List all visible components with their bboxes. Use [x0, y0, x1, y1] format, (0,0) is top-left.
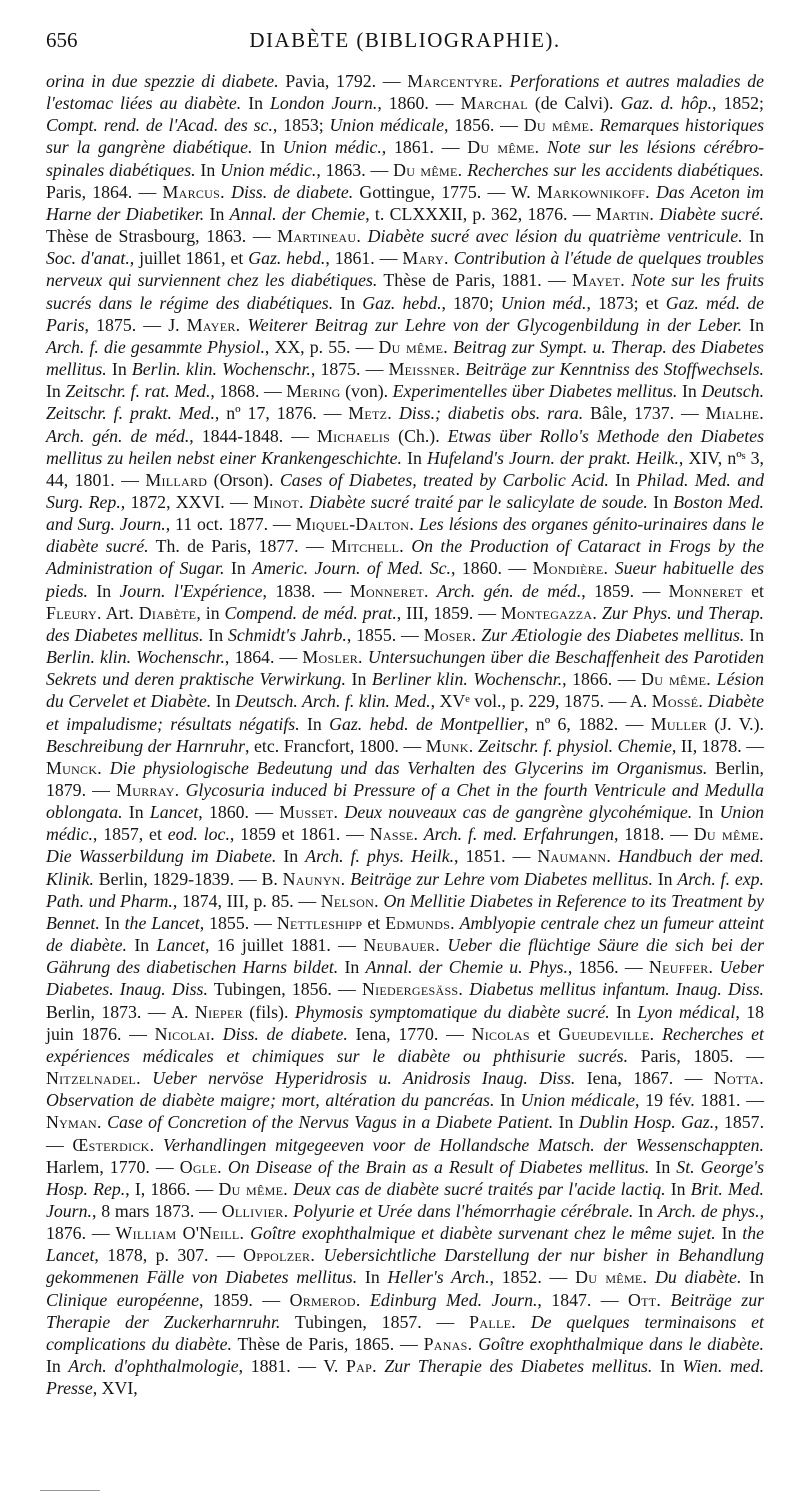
citation-text: In: [553, 1112, 579, 1133]
citation-text: , 1859 et 1861. —: [229, 824, 370, 845]
author-name: Ogle.: [179, 1156, 222, 1177]
citation-title: Deutsch. Arch. f. klin. Med.: [235, 691, 431, 712]
citation-title: Lyon médical: [637, 1001, 736, 1022]
author-name: Mialhe.: [705, 403, 764, 424]
citation-title: Das Aceton im Harne der Diabetiker.: [46, 181, 764, 224]
author-name: Montegazza.: [500, 602, 598, 623]
citation-title: Weiterer Beitrag zur Lehre von der Glycogenbildung in der Leber.: [240, 314, 743, 335]
author-name: Martineau.: [277, 226, 362, 247]
citation-text: , 1847. —: [537, 1289, 628, 1310]
author-name: Nyman.: [46, 1112, 102, 1133]
citation-text: (Ch.).: [390, 425, 448, 446]
citation-text: , 1875. — J.: [84, 314, 187, 335]
citation-text: In: [203, 624, 228, 645]
citation-text: (Orson).: [207, 469, 280, 490]
running-title: DIABÈTE (BIBLIOGRAPHIE).: [249, 28, 561, 52]
citation-title: Uebersichtliche Darstellung der nur bisher in Behandlung gekommenen Fälle von Diabetes mellitus.: [46, 1245, 764, 1288]
citation-text: , 1853;: [272, 115, 330, 136]
citation-title: Note sur les lésions cérébro-spinales diabétiques.: [46, 137, 764, 180]
citation-title: Les lésions des organes génito-urinaires dans le diabète sucré.: [46, 514, 764, 557]
citation-title: Diabète sucré avec lésion du quatrième ventricule.: [361, 226, 743, 247]
citation-text: , etc. Francfort, 1800. —: [245, 735, 426, 756]
citation-text: In: [204, 203, 230, 224]
author-name: Monneret.: [349, 580, 429, 601]
citation-title: Beiträge zur Kenntniss des Stoffwechsels.: [460, 359, 764, 380]
author-name: Oppolzer.: [243, 1245, 316, 1266]
author-name: Ollivier.: [221, 1200, 289, 1221]
citation-title: Wien. med. Presse: [46, 1356, 765, 1399]
citation-title: On the Production of Cataract in Frogs by the Administration of Sugar.: [46, 536, 764, 579]
citation-text: , 1860. —: [450, 558, 533, 579]
citation-text: In: [742, 226, 764, 247]
citation-title: Zeitschr. f. physiol. Chemie: [473, 735, 672, 756]
citation-text: In: [126, 935, 157, 956]
citation-title: Gaz. méd. de Paris: [46, 292, 764, 335]
citation-text: Th. de Paris, 1877. —: [148, 536, 332, 557]
citation-title: Union médic.: [46, 802, 765, 845]
citation-text: , 1838. —: [262, 580, 350, 601]
citation-title: Phymosis symptomatique du diabète sucré.: [294, 1001, 610, 1022]
author-name: Metz.: [348, 403, 393, 424]
author-name: Naumann.: [537, 846, 612, 867]
citation-text: , 1851. —: [454, 846, 538, 867]
citation-title: orina in due spezzie di diabete.: [46, 71, 279, 91]
citation-title: Note sur les fruits sucrés dans le régime des diabétiques.: [46, 270, 765, 313]
citation-title: Du diabète.: [647, 1267, 742, 1288]
citation-text: In: [401, 447, 427, 468]
citation-text: , 1860. —: [377, 93, 461, 114]
author-name: Nieper: [194, 1001, 243, 1022]
citation-text: In: [333, 292, 363, 313]
citation-text: , 1859. —: [198, 1289, 290, 1310]
author-name: Monneret: [668, 580, 743, 601]
author-name: Ormerod.: [289, 1289, 361, 1310]
citation-text: In: [122, 802, 150, 823]
citation-title: Hufeland's Journ. der prakt. Heilk.: [426, 447, 679, 468]
citation-text: Berlin, 1829-1839. — B.: [93, 868, 283, 889]
author-name: Mering: [286, 381, 341, 402]
citation-title: Lancet: [149, 802, 199, 823]
author-name: Œsterdick.: [72, 1134, 155, 1155]
author-name: Du même.: [378, 336, 448, 357]
author-name: Du même.: [641, 669, 711, 690]
bibliography-text: [46, 70, 764, 1399]
author-name: Naunyn.: [282, 868, 346, 889]
citation-text: In: [99, 912, 125, 933]
citation-title: Soc. d'anat.: [46, 248, 130, 269]
author-name: Martin.: [595, 203, 655, 224]
author-name: Mayet.: [572, 270, 626, 291]
citation-title: Recherches et expériences médicales et chimiques sur le diabète ou phthisurie sucrés.: [46, 1023, 764, 1066]
author-name: Marcentyre.: [407, 71, 503, 91]
citation-title: Philad. Med. and Surg. Rep.: [46, 469, 764, 512]
citation-text: In: [276, 846, 306, 867]
citation-title: Perforations et autres maladies de l'estomac liées au diabète.: [46, 71, 764, 114]
citation-title: Die physiologische Bedeutung und das Verhalten des Glycerins im Organismus.: [102, 757, 708, 778]
citation-text: , 1872, XXVI. —: [120, 491, 254, 512]
citation-text: Berlin, 1879. —: [46, 757, 764, 800]
citation-text: In: [241, 93, 271, 114]
citation-title: Ueber nervöse Hyperidrosis u. Anidrosis Inaug. Diss.: [140, 1068, 576, 1089]
author-name: Ott.: [628, 1289, 662, 1310]
citation-title: Zur Ætiologie des Diabetes mellitus.: [476, 624, 745, 645]
citation-title: Union médic.: [282, 137, 382, 158]
citation-text: , 1855. —: [199, 912, 277, 933]
citation-title: Observation de diabète maigre; mort, altération du pancréas.: [46, 1090, 495, 1111]
citation-text: In: [652, 868, 678, 889]
author-name: Edmunds.: [385, 912, 455, 933]
citation-title: Annal. der Chemie: [229, 203, 366, 224]
citation-title: Diabetus mellitus infantum. Inaug. Diss.: [463, 979, 765, 1000]
citation-title: Arch. f. phys. Heilk.: [305, 846, 455, 867]
citation-title: Ueber Diabetes. Inaug. Diss.: [46, 957, 764, 1000]
citation-text: In: [357, 1267, 388, 1288]
author-name: Nelson.: [320, 890, 379, 911]
author-name: Mary.: [402, 248, 449, 269]
citation-title: Brit. Med. Journ.: [46, 1178, 764, 1221]
citation-text: , 1864. —: [224, 647, 303, 668]
citation-text: , I, 1866. —: [125, 1178, 219, 1199]
citation-title: Lancet: [156, 935, 205, 956]
citation-text: , t. CLXXXII, p. 362, 1876. —: [365, 203, 596, 224]
citation-title: Compend. de méd. prat.: [224, 602, 397, 623]
citation-text: In: [345, 669, 372, 690]
citation-text: (fils).: [242, 1001, 295, 1022]
citation-title: Untersuchungen über die Beschaffenheit des Parotiden Sekrets und deren praktische Verwirkung.: [46, 647, 764, 690]
author-name: Munk.: [425, 735, 474, 756]
author-name: Pap.: [345, 1356, 377, 1377]
citation-text: , XX, p. 55. —: [264, 336, 379, 357]
citation-text: In: [665, 1178, 691, 1199]
citation-title: Amblyopie centrale chez un fumeur atteint de diabète.: [46, 912, 764, 956]
citation-text: Paris, 1805. —: [628, 1045, 764, 1066]
citation-title: Goître exophthalmique dans le diabète.: [472, 1333, 764, 1354]
citation-text: In: [211, 691, 236, 712]
citation-title: Goître exophthalmique et diabète survenant chez le même sujet.: [244, 1223, 716, 1244]
citation-text: In: [224, 558, 253, 579]
citation-title: Beschreibung der Harnruhr: [46, 735, 246, 756]
citation-text: , in: [196, 602, 225, 623]
citation-text: , II, 1878. —: [671, 735, 764, 756]
citation-text: In: [715, 1223, 743, 1244]
citation-title: Clinique européenne: [46, 1289, 199, 1310]
citation-title: De quelques terminaisons et complications du diabète.: [46, 1311, 764, 1354]
citation-text: In: [494, 1090, 521, 1111]
citation-text: , 16 juillet 1881. —: [204, 935, 364, 956]
citation-text: , XVᵉ vol., p. 229, 1875. — A.: [430, 691, 652, 712]
citation-title: Union méd.: [500, 292, 587, 313]
citation-title: Dublin Hosp. Gaz.: [578, 1112, 715, 1133]
citation-text: Thèse de Paris, 1881. —: [377, 270, 573, 291]
citation-title: Sueur habituelle des pieds.: [46, 558, 765, 601]
citation-text: , 1852;: [712, 93, 764, 114]
citation-text: , 1856. —: [444, 115, 524, 136]
citation-title: Schmidt's Jahrb.: [228, 624, 347, 645]
citation-text: Art.: [101, 602, 139, 623]
citation-title: Diabète et impaludisme; résultats négatifs.: [46, 691, 764, 734]
page-header: [46, 28, 764, 62]
citation-text: In: [87, 580, 120, 601]
citation-title: Gaz. d. hôp.: [620, 93, 713, 114]
citation-title: Gaz. hebd.: [362, 292, 442, 313]
citation-text: Pavia, 1792. —: [278, 71, 408, 91]
author-name: Du même.: [523, 115, 594, 136]
citation-text: Thèse de Strasbourg, 1863. —: [46, 226, 278, 247]
citation-text: In: [106, 359, 132, 380]
citation-text: In: [608, 469, 637, 490]
citation-title: Deutsch. Zeitschr. f. prakt. Med.: [46, 381, 765, 424]
citation-text: In: [609, 1001, 638, 1022]
citation-text: Berlin, 1873. — A.: [46, 1001, 195, 1022]
citation-text: , 1868. —: [210, 381, 287, 402]
author-name: Munck.: [46, 757, 103, 778]
citation-text: , nº 17, 1876. —: [214, 403, 349, 424]
citation-text: Thèse de Paris, 1865. —: [231, 1333, 424, 1354]
author-name: Musset.: [279, 802, 339, 823]
citation-text: , 1863. —: [316, 159, 394, 180]
citation-text: , 8 mars 1873. —: [91, 1200, 222, 1221]
citation-title: Glycosuria induced bi Pressure of a Chet in the fourth Ventricule and Medulla oblongata.: [46, 780, 764, 823]
author-name: Meissner.: [388, 359, 461, 380]
author-name: Nettleshipp: [276, 912, 363, 933]
author-name: Gueudeville.: [558, 1023, 655, 1044]
author-name: Nicolas: [471, 1023, 530, 1044]
author-name: Mitchell.: [331, 536, 405, 557]
citation-text: et: [742, 580, 764, 601]
citation-text: , 19 fév. 1881. —: [635, 1090, 764, 1111]
author-name: Michaelis: [316, 425, 391, 446]
citation-title: Beiträge zur Lehre vom Diabetes mellitus.: [345, 868, 653, 889]
citation-text: , juillet 1861, et: [129, 248, 249, 269]
citation-title: Beitrag zur Sympt. u. Therap. des Diabetes mellitus.: [46, 336, 764, 380]
citation-text: (de Calvi).: [527, 93, 621, 114]
citation-text: In: [649, 1156, 677, 1177]
footer-rule: [40, 1490, 100, 1491]
citation-text: , 1852. —: [489, 1267, 576, 1288]
citation-title: Arch. gén. de méd.: [428, 580, 582, 601]
author-name: Niedergesäss.: [361, 979, 464, 1000]
author-name: Marcus.: [162, 181, 225, 202]
citation-title: Berlin. klin. Wochenschr.: [46, 647, 225, 668]
citation-text: et: [362, 912, 386, 933]
citation-title: Berlin. klin. Wochenschr.: [131, 359, 311, 380]
citation-title: Diss. de diabete.: [215, 1023, 348, 1044]
citation-title: Heller's Arch.: [387, 1267, 490, 1288]
citation-text: Harlem, 1770. —: [46, 1156, 180, 1177]
citation-title: Arch. gén. de méd.: [46, 425, 190, 446]
author-name: Marchal: [460, 93, 528, 114]
author-name: Muller: [650, 713, 707, 734]
author-name: Markownikoff.: [536, 181, 650, 202]
citation-title: Verhandlingen mitgegeeven voor de Hollandsche Matsch. der Wessenschappten.: [154, 1134, 764, 1155]
citation-text: , 1844-1848. —: [189, 425, 317, 446]
author-name: Murray.: [116, 780, 180, 800]
citation-title: Cases of Diabetes, treated by Carbolic Acid.: [279, 469, 609, 490]
author-name: Palle.: [469, 1311, 516, 1332]
author-name: Du même.: [218, 1178, 288, 1199]
author-name: Nitzelnadel.: [46, 1068, 141, 1089]
citation-text: , 1874, III, p. 85. —: [172, 890, 321, 911]
author-name: Nasse.: [369, 824, 419, 845]
author-name: Neubauer.: [363, 935, 440, 956]
author-name: Millard: [145, 469, 208, 490]
citation-title: Beiträge zur Therapie der Zuckerharnruhr.: [46, 1289, 765, 1332]
citation-text: In: [338, 957, 366, 978]
citation-text: In: [744, 624, 765, 645]
citation-title: Arch. d'ophthalmologie: [68, 1356, 239, 1377]
citation-text: , 1875. —: [310, 359, 389, 380]
author-name: Du même.: [393, 159, 463, 180]
citation-title: Journ. l'Expérience: [119, 580, 263, 601]
citation-title: St. George's Hosp. Rep.: [46, 1156, 765, 1199]
author-name: Nicolai.: [154, 1023, 216, 1044]
citation-text: In: [742, 314, 764, 335]
citation-text: In: [252, 137, 283, 158]
citation-title: Union médicale: [329, 115, 444, 136]
citation-text: In: [46, 1356, 69, 1377]
citation-title: London Journ.: [270, 93, 378, 114]
author-name: Neuffer.: [648, 957, 714, 978]
citation-text: , 1856. —: [567, 957, 649, 978]
citation-title: Arch. f. die gesammte Physiol.: [46, 336, 265, 357]
citation-text: , 1855. —: [346, 624, 424, 645]
citation-title: Etwas über Rollo's Methode den Diabetes mellitus zu heilen nebst einer Krankengeschichte.: [46, 425, 764, 468]
author-name: Mayer.: [186, 314, 241, 335]
citation-text: , 1857, et: [92, 824, 168, 845]
citation-text: Paris, 1864. —: [46, 181, 163, 202]
citation-text: , 1818. —: [613, 824, 694, 845]
citation-title: Boston Med. and Surg. Journ.: [46, 491, 764, 535]
citation-text: , 1878, p. 307. —: [94, 1245, 244, 1266]
author-name: Diabète: [138, 602, 197, 623]
citation-text: , 11 oct. 1877. —: [165, 514, 296, 535]
citation-title: Remarques historiques sur la gangrène diabétique.: [46, 115, 764, 158]
citation-title: Arch. f. med. Erfahrungen: [418, 824, 614, 845]
citation-text: , III, 1859. —: [396, 602, 501, 623]
citation-title: Union médic.: [220, 159, 317, 180]
citation-text: , 1876. —: [46, 1200, 765, 1244]
citation-text: (J. V.).: [706, 713, 764, 734]
citation-title: Case of Concretion of the Nervus Vagus in a Diabete Patient.: [101, 1112, 554, 1133]
citation-title: Compt. rend. de l'Acad. des sc.: [46, 115, 273, 136]
author-name: Minot.: [253, 491, 304, 512]
citation-title: Annal. der Chemie u. Phys.: [365, 957, 568, 978]
citation-title: the Lancet: [46, 1223, 765, 1266]
citation-title: Gaz. hebd.: [248, 248, 326, 269]
citation-title: Zur Therapie des Diabetes mellitus.: [376, 1356, 653, 1377]
citation-title: Americ. Journ. of Med. Sc.: [252, 558, 451, 579]
citation-text: Bâle, 1737. —: [583, 403, 706, 424]
citation-title: Experimentelles über Diabetes mellitus.: [392, 381, 678, 402]
citation-text: , 18 juin 1876. —: [46, 1001, 765, 1044]
author-name: Du même.: [467, 137, 540, 158]
citation-text: , XIV, nºˢ 3, 44, 1801. —: [46, 447, 764, 490]
citation-text: Gottingue, 1775. — W.: [353, 181, 537, 202]
citation-title: Arch. f. exp. Path. und Pharm.: [46, 868, 764, 911]
author-name: Du même.: [693, 824, 764, 845]
citation-text: , 1873; et: [586, 292, 666, 313]
citation-title: Edinburg Med. Journ.: [360, 1289, 538, 1310]
author-name: Fleury.: [46, 602, 102, 623]
citation-title: On Mellitie Diabetes in Reference to its Treatment by Bennet.: [46, 890, 765, 933]
citation-text: , 1859. —: [581, 580, 669, 601]
citation-title: Polyurie et Urée dans l'hémorrhagie cérébrale.: [288, 1200, 634, 1221]
citation-text: , XVI,: [92, 1378, 138, 1399]
citation-title: Handbuch der med. Klinik.: [46, 846, 765, 889]
page-number: 656: [46, 28, 78, 52]
author-name: Mondière.: [532, 558, 609, 579]
citation-text: , 1861. —: [325, 248, 403, 269]
author-name: Notta.: [713, 1068, 764, 1089]
citation-title: Berliner klin. Wochenschr.: [371, 669, 563, 690]
citation-text: In: [195, 159, 221, 180]
citation-title: Union médicale: [520, 1090, 636, 1111]
citation-text: , 1861. —: [381, 137, 468, 158]
citation-text: In: [677, 381, 702, 402]
author-name: Moser.: [423, 624, 477, 645]
citation-title: Zeitschr. f. rat. Med.: [65, 381, 211, 402]
citation-title: Arch. de phys.: [657, 1200, 760, 1221]
author-name: Mossé.: [651, 691, 704, 712]
author-name: Miquel-Dalton.: [295, 514, 415, 535]
author-name: Mosler.: [302, 647, 363, 668]
citation-text: In: [647, 491, 674, 512]
citation-text: et: [529, 1023, 559, 1044]
citation-title: Diss.; diabetis obs. rara.: [392, 403, 584, 424]
citation-text: In: [299, 713, 330, 734]
author-name: William O'Neill.: [115, 1223, 245, 1244]
citation-text: Iena, 1770. —: [347, 1023, 472, 1044]
citation-text: , nº 6, 1882. —: [524, 713, 651, 734]
citation-text: , 1881. — V.: [238, 1356, 346, 1377]
citation-text: (von).: [340, 381, 393, 402]
citation-title: eod. loc.: [167, 824, 230, 845]
citation-title: Lésion du Cervelet et Diabète.: [46, 669, 764, 712]
citation-title: Diabète sucré traité par le salicylate de soude.: [303, 491, 648, 512]
citation-text: Tubingen, 1857. —: [280, 1311, 470, 1332]
citation-title: Ueber die flüchtige Säure die sich bei der Gährung des diabetischen Harns bildet.: [46, 935, 764, 978]
citation-text: In: [652, 1356, 683, 1377]
author-name: Panas.: [423, 1333, 473, 1354]
citation-title: Deux cas de diabète sucré traités par l'acide lactiq.: [287, 1178, 666, 1199]
citation-text: Iena, 1867. —: [575, 1068, 714, 1089]
author-name: Du même.: [575, 1267, 648, 1288]
citation-title: Gaz. hebd. de Montpellier: [329, 713, 525, 734]
citation-title: On Disease of the Brain as a Result of Diabetes mellitus.: [221, 1156, 650, 1177]
citation-title: Diabète sucré.: [654, 203, 765, 224]
citation-text: In: [741, 1267, 765, 1288]
citation-text: , 1857. —: [46, 1112, 765, 1155]
citation-text: In: [633, 1200, 658, 1221]
citation-title: Contribution à l'étude de quelques troubles nerveux qui surviennent chez les diabétiques.: [46, 248, 764, 291]
citation-text: In: [46, 381, 66, 402]
citation-text: , 1866. —: [562, 669, 642, 690]
citation-title: the Lancet: [124, 912, 200, 933]
citation-title: Zur Phys. und Therap. des Diabetes mellitus.: [46, 602, 764, 645]
citation-text: , 1860. —: [198, 802, 280, 823]
citation-text: Tubingen, 1856. —: [207, 979, 362, 1000]
citation-title: Die Wasserbildung im Diabete.: [46, 846, 277, 867]
citation-title: Deux nouveaux cas de gangrène glycohémique.: [338, 802, 693, 823]
citation-text: In: [692, 802, 720, 823]
citation-title: Recherches sur les accidents diabétiques.: [462, 159, 764, 180]
citation-text: , 1870;: [441, 292, 501, 313]
citation-title: Diss. de diabete.: [224, 181, 354, 202]
